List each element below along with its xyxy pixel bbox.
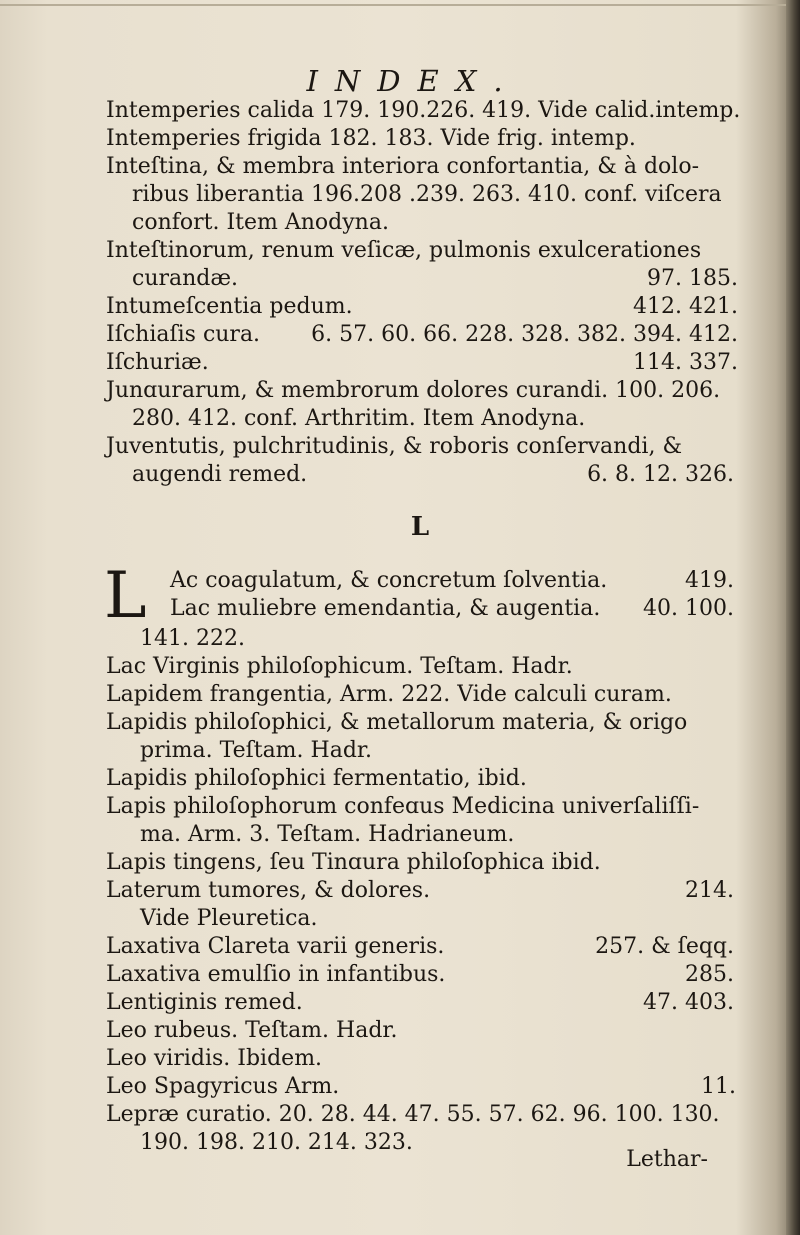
page-reference: 285. — [685, 962, 734, 987]
section-heading-letter: L — [410, 512, 430, 542]
index-entry: Intemperies frigida 182. 183. Vide frig. intemp. — [106, 126, 636, 151]
index-entry: Lapidem frangentia, Arm. 222. Vide calculi curam. — [106, 682, 672, 707]
index-entry: Juventutis, pulchritudinis, & roboris conſervandi, & — [106, 434, 683, 459]
page-reference: 47. 403. — [643, 990, 734, 1015]
page-reference: 40. 100. — [643, 596, 734, 621]
index-entry-continuation: ma. Arm. 3. Teſtam. Hadrianeum. — [140, 822, 515, 847]
page-reference: 11. — [701, 1074, 736, 1099]
index-entry-continuation: ribus liberantia 196.208 .239. 263. 410. conf. viſcera — [132, 182, 722, 207]
index-entry: Lac muliebre emendantia, & augentia. — [170, 596, 601, 621]
index-entry: Intumeſcentia pedum. — [106, 294, 353, 319]
index-entry-continuation: curandæ. — [132, 266, 239, 291]
running-header: INDEX. — [306, 64, 520, 98]
drop-cap: L — [104, 559, 147, 633]
index-entry: Iſchiaſis cura. — [106, 322, 261, 347]
page-reference: 114. 337. — [633, 350, 738, 375]
index-entry: Lapidis philoſophici, & metallorum materia, & origo — [106, 710, 688, 735]
page-reference: 97. 185. — [647, 266, 738, 291]
index-entry: Lac Virginis philoſophicum. Teſtam. Hadr. — [106, 654, 573, 679]
page-reference: 257. & ſeqq. — [595, 934, 734, 959]
index-entry-continuation: 190. 198. 210. 214. 323. — [140, 1130, 413, 1155]
index-entry: Lapis tingens, ſeu Tinɑura philoſophica ibid. — [106, 850, 601, 875]
index-entry-continuation: 141. 222. — [140, 626, 245, 651]
page-reference: 412. 421. — [633, 294, 738, 319]
index-entry-continuation: augendi remed. — [132, 462, 308, 487]
index-entry: Leo rubeus. Teſtam. Hadr. — [106, 1018, 398, 1043]
top-rule — [0, 4, 786, 6]
index-entry: Laterum tumores, & dolores. — [106, 878, 431, 903]
page-reference: 6. 57. 60. 66. 228. 328. 382. 394. 412. — [311, 322, 738, 347]
index-entry: Lentiginis remed. — [106, 990, 303, 1015]
index-entry: Lepræ curatio. 20. 28. 44. 47. 55. 57. 62. 96. 100. 130. — [106, 1102, 720, 1127]
index-entry: Leo Spagyricus Arm. — [106, 1074, 340, 1099]
index-entry: Junɑurarum, & membrorum dolores curandi. 100. 206. — [106, 378, 721, 403]
page-reference: 419. — [685, 568, 734, 593]
page-reference: 214. — [685, 878, 734, 903]
index-entry: Lapis philoſophorum confeɑus Medicina univerſaliſſi- — [106, 794, 700, 819]
index-entry: Leo viridis. Ibidem. — [106, 1046, 323, 1071]
index-entry: Intemperies calida 179. 190.226. 419. Vide calid.intemp. — [106, 98, 741, 123]
index-entry: Inteſtinorum, renum veſicæ, pulmonis exulcerationes — [106, 238, 702, 263]
index-entry: Inteſtina, & membra interiora confortantia, & à dolo- — [106, 154, 700, 179]
index-entry: Lapidis philoſophici fermentatio, ibid. — [106, 766, 527, 791]
index-entry: Iſchuriæ. — [106, 350, 209, 375]
index-entry: Laxativa Clareta varii generis. — [106, 934, 445, 959]
index-entry: Ac coagulatum, & concretum ſolventia. — [170, 568, 608, 593]
index-entry-continuation: Vide Pleuretica. — [140, 906, 318, 931]
index-entry: Laxativa emulſio in infantibus. — [106, 962, 446, 987]
page-reference: 6. 8. 12. 326. — [587, 462, 734, 487]
index-entry-continuation: confort. Item Anodyna. — [132, 210, 389, 235]
page-edge-shadow — [786, 0, 800, 1235]
index-entry-continuation: 280. 412. conf. Arthritim. Item Anodyna. — [132, 406, 586, 431]
index-entry-continuation: prima. Teſtam. Hadr. — [140, 738, 373, 763]
catchword: Lethar- — [626, 1147, 708, 1172]
